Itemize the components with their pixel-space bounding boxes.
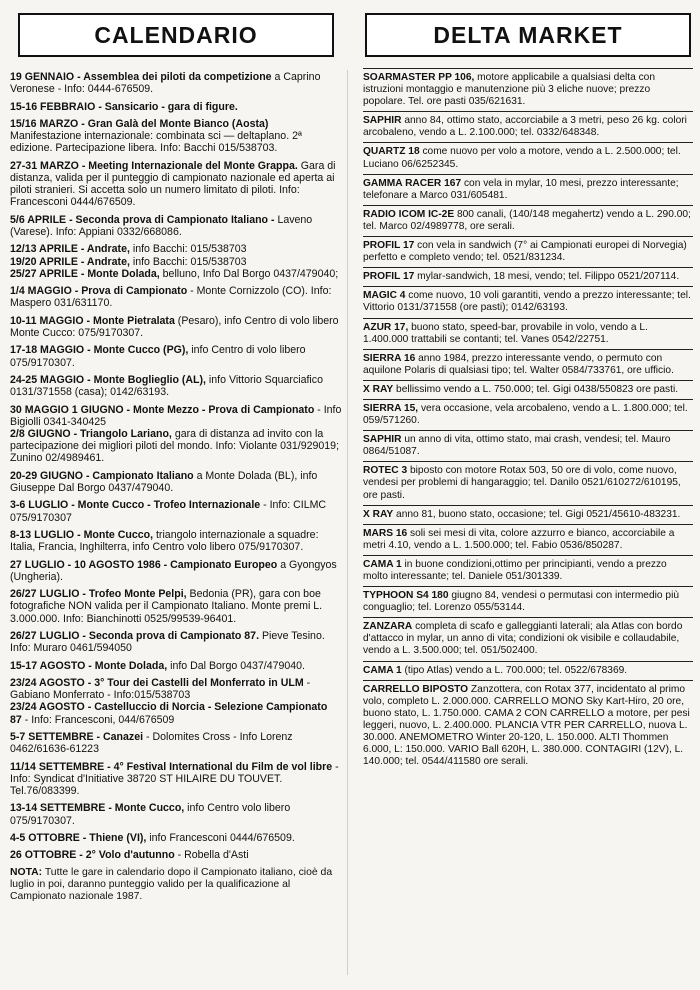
event-date: 3-6 LUGLIO - Monte Cucco - Trofeo Internazionale (10, 499, 261, 512)
ad-item-name: MAGIC 4 (363, 290, 406, 302)
market-ad (363, 680, 693, 772)
market-ad (363, 142, 693, 173)
calendar-event (10, 470, 342, 494)
calendar-event (10, 268, 342, 280)
event-date: 17-18 MAGGIO - Monte Cucco (PG), (10, 344, 189, 357)
event-body: a Monte Dolada (BL), info Giuseppe Dal Borgo 0437/479040. (10, 469, 318, 494)
ad-text: (tipo Atlas) vendo a L. 700.000; tel. 0522/678369. (401, 664, 628, 676)
event-body: - Info: CILMC 075/9170307 (10, 499, 327, 524)
market-ad (363, 349, 693, 380)
column-divider (347, 70, 348, 975)
event-body: Manifestazione internazionale: combinata sci — deltaplano. 2ª edizione. Partecipazione libera. Info: Bacchi 015/538703. (10, 130, 302, 155)
ad-item-name: X RAY (363, 383, 394, 395)
calendar-event-list (10, 71, 342, 903)
event-date: 4-5 OTTOBRE - Thiene (VI), (10, 831, 147, 844)
event-date: 23/24 AGOSTO - Castelluccio di Norcia - Selezione Campionato 87 (10, 701, 328, 726)
event-body: a Gyongyos (Ungheria). (10, 558, 337, 583)
event-date: 8-13 LUGLIO - Monte Cucco, (10, 528, 154, 541)
event-date: 30 MAGGIO 1 GIUGNO - Monte Mezzo - Prova di Campionato (10, 403, 315, 416)
event-date: 15-16 FEBBRAIO (10, 100, 96, 113)
calendar-event (10, 731, 342, 755)
event-date: 10-11 MAGGIO - Monte Pietralata (10, 314, 175, 327)
market-ad (363, 399, 693, 430)
calendar-event (10, 832, 342, 844)
event-date: 12/13 APRILE - Andrate, (10, 243, 130, 256)
event-date: 24-25 MAGGIO - Monte Boglieglio (AL), (10, 373, 206, 386)
event-date: 25/27 APRILE - Monte Dolada, (10, 267, 160, 280)
ad-item-name: ROTEC 3 (363, 465, 408, 477)
event-date: 19/20 APRILE - Andrate, (10, 255, 130, 268)
calendar-event (10, 499, 342, 523)
event-date: 13-14 SETTEMBRE - Monte Cucco, (10, 802, 185, 815)
event-date: 27-31 MARZO (10, 159, 79, 172)
event-body: - Info: Francesconi, 044/676509 (21, 713, 175, 726)
ad-item-name: SIERRA 15, (363, 402, 419, 414)
calendar-event (10, 344, 342, 368)
event-date: 23/24 AGOSTO - 3° Tour dei Castelli del Monferrato in ULM (10, 676, 304, 689)
ad-item-name: ZANZARA (363, 621, 413, 633)
ad-text: mylar-sandwich, 18 mesi, vendo; tel. Filippo 0521/207114. (414, 271, 680, 283)
ad-text: in buone condizioni,ottimo per principianti, vendo a prezzo molto interessante; tel. Daniele 051/301339. (363, 558, 667, 582)
calendar-note (10, 867, 342, 903)
event-date: 5-7 SETTEMBRE - Canazei (10, 730, 144, 743)
ad-text: con vela in sandwich (7° ai Campionati europei di Norvegia) perfetto e completo vendo; tel. 0521/831234. (363, 240, 687, 264)
event-body: - Robella d'Asti (174, 849, 249, 862)
event-body: (Pesaro), info Centro di volo libero Monte Cucco: 075/9170307. (10, 314, 339, 339)
ad-text: 800 canali, (140/148 megahertz) vendo a L. 290.00; tel. Marco 02/4989778, ore serali. (363, 208, 691, 232)
event-body: info Francesconi 0444/676509. (146, 831, 295, 844)
market-ad (363, 505, 693, 524)
ad-item-name: SAPHIR (363, 115, 402, 127)
event-title: - Prova di Campionato (71, 285, 188, 298)
event-body: belluno, Info Dal Borgo 0437/479040; (159, 267, 339, 280)
market-ad (363, 661, 693, 680)
ad-item-name: CAMA 1 (363, 558, 402, 570)
event-date: 5/6 APRILE (10, 213, 67, 226)
ad-text: anno 84, ottimo stato, accorciabile a 3 metri, peso 26 kg. colori arcobaleno, vendo a L. 2.100.000; tel. 0332/648348. (363, 115, 687, 139)
event-body: triangolo internazionale a squadre: Italia, Francia, Inghilterra, info Centro volo libero 075/9170307. (10, 528, 319, 554)
calendar-event (10, 802, 342, 826)
event-title: - Assemblea dei piloti da competizione (74, 71, 272, 83)
ad-text: motore applicabile a qualsiasi delta con istruzioni montaggio e manutenzione più 3 eliche nuove; prezzo popolare. Tel. ore pasti 035/621631. (363, 72, 655, 108)
calendar-event (10, 677, 342, 701)
market-ad (363, 236, 693, 267)
event-date: 26 OTTOBRE - 2° Volo d'autunno (10, 849, 175, 862)
market-ad (363, 111, 693, 142)
event-body: gara di distanza ad invito con la partecipazione dei migliori piloti del mondo. Info: Violante 031/929019; Zunino 02/4989461. (10, 427, 340, 465)
ad-text: giugno 84, vendesi o permutasi con intermedio più conguaglio; tel. Lorenzo 055/53144. (363, 590, 679, 614)
ad-item-name: CARRELLO BIPOSTO (363, 683, 469, 695)
market-ad-list (363, 68, 693, 771)
event-body: info Dal Borgo 0437/479040. (167, 659, 305, 672)
event-title: - Gran Galà del Monte Bianco (Aosta) (78, 117, 269, 130)
event-title: - Sansicario - gara di figure. (95, 100, 238, 113)
event-body: Laveno (Varese). Info: Appiani 0332/668086. (10, 213, 313, 238)
event-body: info Centro volo libero 075/9170307. (10, 802, 291, 827)
event-body: - Info Bigiolli 0341-340425 (10, 403, 342, 428)
calendar-title: CALENDARIO (18, 13, 334, 57)
calendar-event (10, 630, 342, 654)
event-body: a Caprino Veronese - Info: 0444-676509. (10, 71, 321, 96)
ad-item-name: PROFIL 17 (363, 240, 415, 252)
ad-text: soli sei mesi di vita, colore azzurro e bianco, accorciabile a metri 4.10, vendo a L. 1.500.000; tel. Fabio 0536/850287. (363, 527, 675, 551)
event-body: - Gabiano Monferrato - Info:015/538703 (10, 676, 311, 702)
calendar-event (10, 761, 342, 798)
ad-text: bellissimo vendo a L. 750.000; tel. Gigi 0438/550823 ore pasti. (393, 383, 679, 395)
calendar-event (10, 285, 342, 309)
calendar-event (10, 243, 342, 255)
market-ad (363, 318, 693, 349)
event-date: 20-29 GIUGNO - Campionato Italiano (10, 469, 194, 482)
ad-item-name: TYPHOON S4 180 (363, 590, 449, 602)
market-ad (363, 174, 693, 205)
ad-text: Zanzottera, con Rotax 377, incidentato al primo volo, completo L. 2.000.000. CARRELLO MONO Sky Kart-Hiro, 20 ore, buono stato, L. 1.750.000. CAMA 2 CON CARRELLO a motore, per pesi leggeri, nuovo, L. 2.400.000. PLANCIA VTR PER CARRELLO, nuova L. 30.000. ANEMOMETRO Winter 20-120, L. 150.000. ALTI Thommen 6.000, L: 150.000. VARIO Ball 620H, L. 380.000. CONTAGIRI (12V), L. 140.000; tel. 0544/411580 ore serali. (363, 683, 690, 768)
market-ad (363, 267, 693, 286)
market-ad (363, 555, 693, 586)
ad-item-name: RADIO ICOM IC-2E (363, 208, 455, 220)
ad-item-name: SIERRA 16 (363, 352, 416, 364)
event-body: info Bacchi: 015/538703 (129, 255, 247, 268)
market-ad (363, 524, 693, 555)
ad-item-name: X RAY (363, 508, 394, 520)
ad-text: un anno di vita, ottimo stato, mai crash, vendesi; tel. Mauro 0864/51087. (363, 434, 671, 458)
event-title: - Seconda prova di Campionato Italiano - (66, 213, 275, 226)
event-date: 27 LUGLIO - 10 AGOSTO 1986 - Campionato Europeo (10, 558, 278, 571)
ad-item-name: MARS 16 (363, 527, 408, 539)
ad-item-name: SOARMASTER PP 106, (363, 72, 475, 83)
ad-text: come nuovo per volo a motore, vendo a L. 2.500.000; tel. Luciano 06/6252345. (363, 146, 681, 170)
calendar-event (10, 118, 342, 155)
note-label: NOTA: (10, 866, 43, 878)
event-date: 1/4 MAGGIO (10, 285, 72, 298)
ad-item-name: AZUR 17, (363, 321, 409, 333)
event-date: 26/27 LUGLIO - Seconda prova di Campionato 87. (10, 629, 260, 642)
ad-item-name: QUARTZ 18 (363, 146, 420, 158)
market-ad (363, 617, 693, 660)
event-title: - Meeting Internazionale del Monte Grappa. (78, 159, 298, 172)
event-body: Pieve Tesino. Info: Muraro 0461/594050 (10, 629, 325, 655)
ad-text: come nuovo, 10 voli garantiti, vendo a prezzo interessante; tel. Vittorio 0131/371558 (ore pasti); 0142/63193. (363, 290, 691, 314)
note-text: Tutte le gare in calendario dopo il Campionato italiano, cioè da luglio in poi, daranno punteggio valido per la qualificazione al Campionato nazionale 1987. (10, 866, 333, 902)
calendar-event (10, 559, 342, 583)
market-ad (363, 586, 693, 617)
event-body: Gara di distanza, valida per il punteggio di campionato nazionale ed aperta ai piloti stranieri. Si accetta solo un numero limitato di piloti. Info: Francesconi 0444/676509. (10, 159, 336, 209)
market-ad (363, 286, 693, 317)
event-date: 15/16 MARZO (10, 117, 79, 130)
ad-text: con vela in mylar, 10 mesi, prezzo interessante; telefonare a Marco 031/605481. (363, 177, 679, 201)
calendar-event (10, 315, 342, 339)
event-body: info Vittorio Squarciafico 0131/371558 (casa); 0142/63193. (10, 373, 323, 399)
market-ad (363, 380, 693, 399)
calendar-event (10, 101, 342, 113)
event-date: 2/8 GIUGNO - Triangolo Lariano, (10, 427, 172, 440)
ad-text: buono stato, speed-bar, provabile in volo, vendo a L. 1.400.000 trattabili se contanti; tel. Vanes 0542/22751. (363, 321, 648, 345)
ad-text: completa di scafo e galleggianti laterali; ala Atlas con bordo d'attacco in mylar, un anno di vita; condizioni ok visibile e collaudabile, vendo a L. 3.500.000; tel. 051/502400. (363, 621, 683, 657)
event-date: 26/27 LUGLIO - Trofeo Monte Pelpi, (10, 588, 187, 601)
event-body: info Bacchi: 015/538703 (129, 243, 247, 256)
event-body: - Info: Syndicat d'Initiative 38720 ST HILAIRE DU TOUVET. Tel.76/083399. (10, 760, 339, 797)
market-ad (363, 430, 693, 461)
calendar-event (10, 849, 342, 861)
calendar-event (10, 701, 342, 725)
market-ad (363, 68, 693, 111)
market-title: DELTA MARKET (365, 13, 691, 57)
ad-text: biposto con motore Rotax 503, 50 ore di volo, come nuovo, vendesi per problemi di hangaraggio; tel. Danilo 0521/610272/610195, ore pasti. (363, 465, 681, 501)
calendar-event (10, 374, 342, 398)
calendar-event (10, 529, 342, 553)
ad-item-name: GAMMA RACER 167 (363, 177, 462, 189)
calendar-event (10, 214, 342, 238)
calendar-event (10, 660, 342, 672)
calendar-event (10, 160, 342, 209)
calendar-event (10, 256, 342, 268)
event-body: - Monte Cornizzolo (CO). Info: Maspero 031/631170. (10, 285, 332, 310)
ad-text: vera occasione, vela arcobaleno, vendo a L. 1.800.000; tel. 059/571260. (363, 402, 688, 427)
ad-item-name: PROFIL 17 (363, 271, 415, 283)
ad-text: anno 1984, prezzo interessante vendo, o permuto con aquilone Polaris di qualsiasi tipo; tel. Walter 0584/733761, ore ufficio. (363, 352, 674, 376)
market-ad (363, 461, 693, 504)
calendar-event (10, 71, 342, 95)
calendar-event (10, 404, 342, 428)
event-body: Bedonia (PR), gara con boe fotografiche NON valida per il Campionato Italiano. Monte premi L. 3.000.000. Info: Bianchinotti 0525/99539-96401. (10, 588, 323, 625)
event-date: 11/14 SETTEMBRE - 4° Festival International du Film de vol libre (10, 760, 333, 773)
ad-item-name: SAPHIR (363, 434, 402, 446)
event-body: - Dolomites Cross - Info Lorenz 0462/61636-61223 (10, 730, 293, 756)
ad-text: anno 81, buono stato, occasione; tel. Gigi 0521/45610-483231. (393, 508, 681, 520)
ad-item-name: CAMA 1 (363, 664, 402, 676)
calendar-event (10, 428, 342, 465)
market-ad (363, 205, 693, 236)
event-body: info Centro di volo libero 075/9170307. (10, 344, 306, 369)
calendar-event (10, 588, 342, 625)
event-date: 19 GENNAIO (10, 71, 75, 83)
event-date: 15-17 AGOSTO - Monte Dolada, (10, 659, 168, 672)
